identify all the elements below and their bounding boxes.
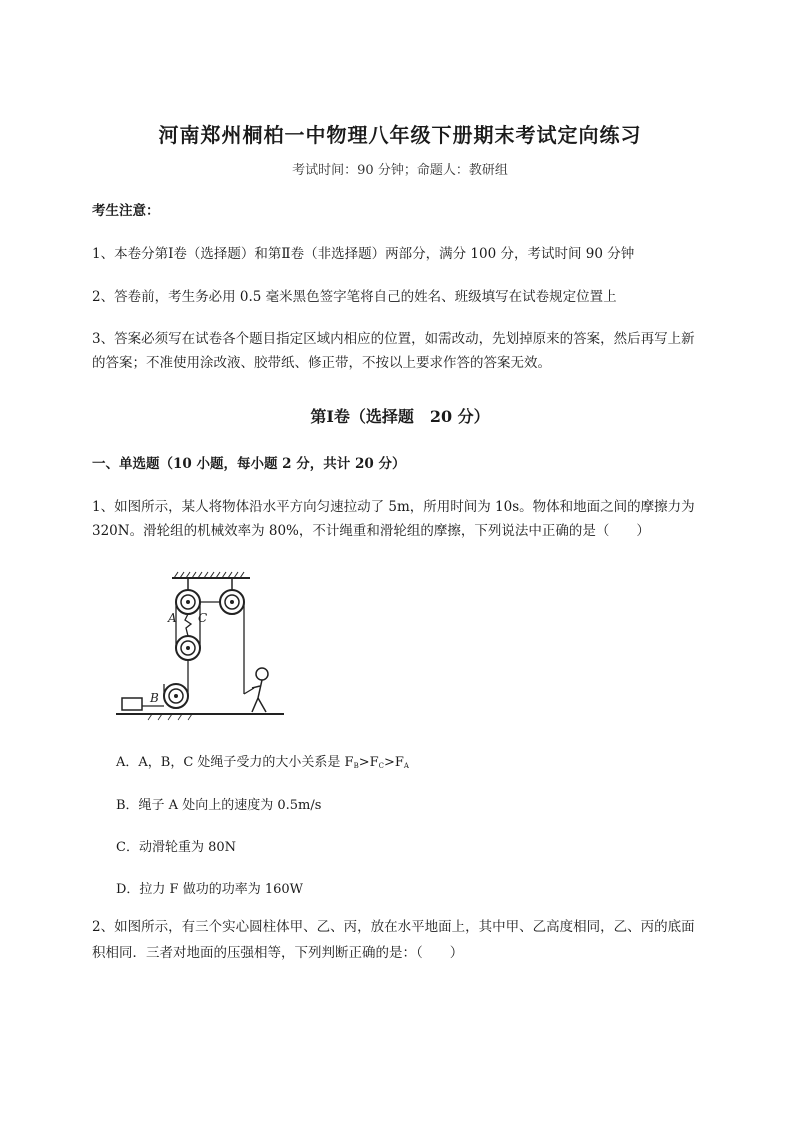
section-title: 第Ⅰ卷（选择题 20 分） bbox=[310, 407, 490, 426]
question-2-line-1: 2、如图所示，有三个实心圆柱体甲、乙、丙，放在水平地面上，其中甲、乙高度相同，乙、丙的底面 bbox=[92, 919, 695, 935]
subscript-c: C bbox=[378, 762, 384, 770]
label-c: C bbox=[198, 611, 208, 625]
exam-title: 河南郑州桐柏一中物理八年级下册期末考试定向练习 bbox=[158, 123, 642, 147]
question-1-option-a[interactable] bbox=[116, 751, 409, 770]
question-1-line-2: 320N。滑轮组的机械效率为 80%，不计绳重和滑轮组的摩擦，下列说法中正确的是（ ） bbox=[92, 523, 650, 539]
greater-than-2: >F bbox=[384, 755, 404, 770]
option-a-text: A．A，B，C 处绳子受力的大小关系是 F bbox=[116, 755, 354, 770]
notice-item-3-cont: 的答案；不准使用涂改液、胶带纸、修正带，不按以上要求作答的答案无效。 bbox=[92, 355, 551, 371]
question-1-option-d[interactable]: D．拉力 F 做功的功率为 160W bbox=[116, 882, 304, 897]
question-2-line-2: 积相同．三者对地面的压强相等，下列判断正确的是：（ ） bbox=[92, 945, 464, 961]
exam-subtitle: 考试时间：90 分钟；命题人：教研组 bbox=[292, 163, 508, 178]
label-a: A bbox=[168, 611, 177, 625]
question-1-option-b[interactable]: B．绳子 A 处向上的速度为 0.5m/s bbox=[116, 798, 322, 813]
greater-than-1: >F bbox=[358, 755, 379, 770]
part-heading: 一、单选题（10 小题，每小题 2 分，共计 20 分） bbox=[92, 456, 406, 472]
question-1-option-c[interactable]: C．动滑轮重为 80N bbox=[116, 840, 236, 855]
subscript-b: B bbox=[353, 762, 359, 770]
pulley-figure bbox=[112, 566, 288, 722]
notice-heading: 考生注意： bbox=[92, 203, 160, 219]
subscript-a: A bbox=[403, 762, 409, 770]
notice-item-1: 1、本卷分第Ⅰ卷（选择题）和第Ⅱ卷（非选择题）两部分，满分 100 分，考试时间 90 分钟 bbox=[92, 246, 635, 262]
question-1-line-1: 1、如图所示，某人将物体沿水平方向匀速拉动了 5m，所用时间为 10s。物体和地面之间的摩擦力为 bbox=[92, 499, 695, 515]
label-b: B bbox=[150, 691, 159, 705]
notice-item-3: 3、答案必须写在试卷各个题目指定区域内相应的位置，如需改动，先划掉原来的答案，然后再写上新 bbox=[92, 331, 695, 347]
notice-item-2: 2、答卷前，考生务必用 0.5 毫米黑色签字笔将自己的姓名、班级填写在试卷规定位置上 bbox=[92, 289, 617, 305]
